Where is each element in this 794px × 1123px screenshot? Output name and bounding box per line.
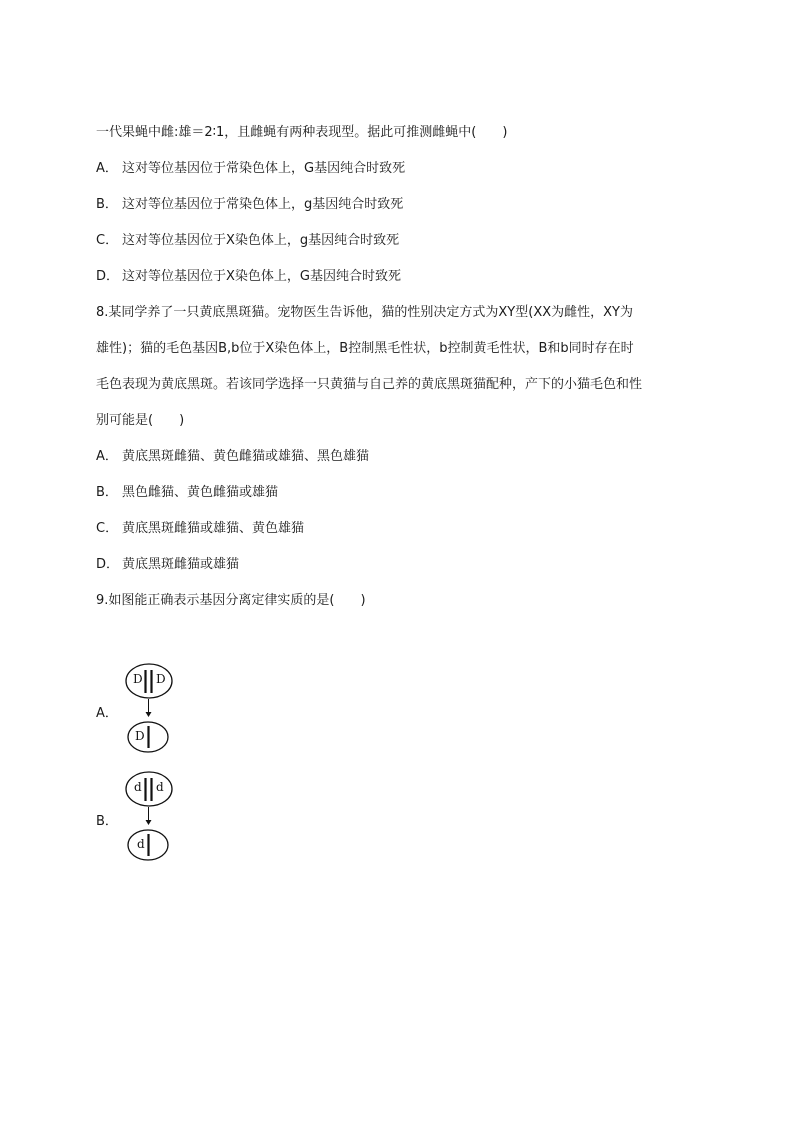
q7-option-d[interactable] bbox=[96, 268, 401, 286]
cell-division-diagram bbox=[96, 662, 186, 758]
q8-option-b[interactable] bbox=[96, 484, 278, 502]
q7-stem-tail: 一代果蝇中雌:雄＝2∶1，且雌蝇有两种表现型。据此可推测雌蝇中( ) bbox=[96, 125, 508, 140]
q8-option-a[interactable] bbox=[96, 448, 369, 466]
option-text: 黑色雌猫、黄色雌猫或雄猫 bbox=[122, 485, 279, 500]
allele-label: D bbox=[135, 729, 145, 743]
option-letter: A． bbox=[96, 449, 118, 464]
allele-label: D bbox=[133, 672, 143, 686]
option-letter: A． bbox=[96, 706, 118, 721]
q8-stem-line-3: 毛色表现为黄底黑斑。若该同学选择一只黄猫与自己养的黄底黑斑猫配种，产下的小猫毛色和性 bbox=[96, 377, 643, 392]
q9-option-a[interactable] bbox=[96, 662, 186, 758]
option-letter: C． bbox=[96, 521, 119, 536]
option-letter: B． bbox=[96, 814, 118, 829]
option-text: 这对等位基因位于X染色体上，G基因纯合时致死 bbox=[122, 269, 401, 284]
cell-division-diagram bbox=[96, 770, 186, 866]
q8-option-d[interactable] bbox=[96, 556, 239, 574]
option-text: 这对等位基因位于常染色体上，g基因纯合时致死 bbox=[122, 197, 404, 212]
q8-stem-line-4: 别可能是( ) bbox=[96, 413, 185, 428]
allele-label: d bbox=[134, 780, 142, 794]
q7-option-c[interactable] bbox=[96, 232, 399, 250]
allele-label: D bbox=[156, 672, 166, 686]
option-letter: D． bbox=[96, 557, 120, 572]
q9-stem: 9.如图能正确表示基因分离定律实质的是( ) bbox=[96, 593, 366, 608]
option-letter: A． bbox=[96, 161, 118, 176]
option-letter: C． bbox=[96, 233, 119, 248]
option-text: 这对等位基因位于常染色体上，G基因纯合时致死 bbox=[122, 161, 406, 176]
q7-option-b[interactable] bbox=[96, 196, 403, 214]
option-text: 黄底黑斑雌猫、黄色雌猫或雄猫、黑色雄猫 bbox=[122, 449, 370, 464]
q9-option-b[interactable] bbox=[96, 770, 186, 866]
q7-option-a[interactable] bbox=[96, 160, 405, 178]
option-text: 黄底黑斑雌猫或雄猫、黄色雄猫 bbox=[122, 521, 305, 536]
q8-stem-line-2: 雄性)；猫的毛色基因B,b位于X染色体上，B控制黑毛性状，b控制黄毛性状，B和b同时存在时 bbox=[96, 341, 634, 356]
allele-label: d bbox=[156, 780, 164, 794]
allele-label: d bbox=[137, 837, 145, 851]
q8-stem-line-1: 8.某同学养了一只黄底黑斑猫。宠物医生告诉他，猫的性别决定方式为XY型(XX为雌性，XY为 bbox=[96, 305, 633, 320]
option-text: 黄底黑斑雌猫或雄猫 bbox=[122, 557, 240, 572]
option-letter: D． bbox=[96, 269, 120, 284]
option-letter: B． bbox=[96, 197, 118, 212]
option-letter: B． bbox=[96, 485, 118, 500]
q8-option-c[interactable] bbox=[96, 520, 304, 538]
option-text: 这对等位基因位于X染色体上，g基因纯合时致死 bbox=[122, 233, 400, 248]
